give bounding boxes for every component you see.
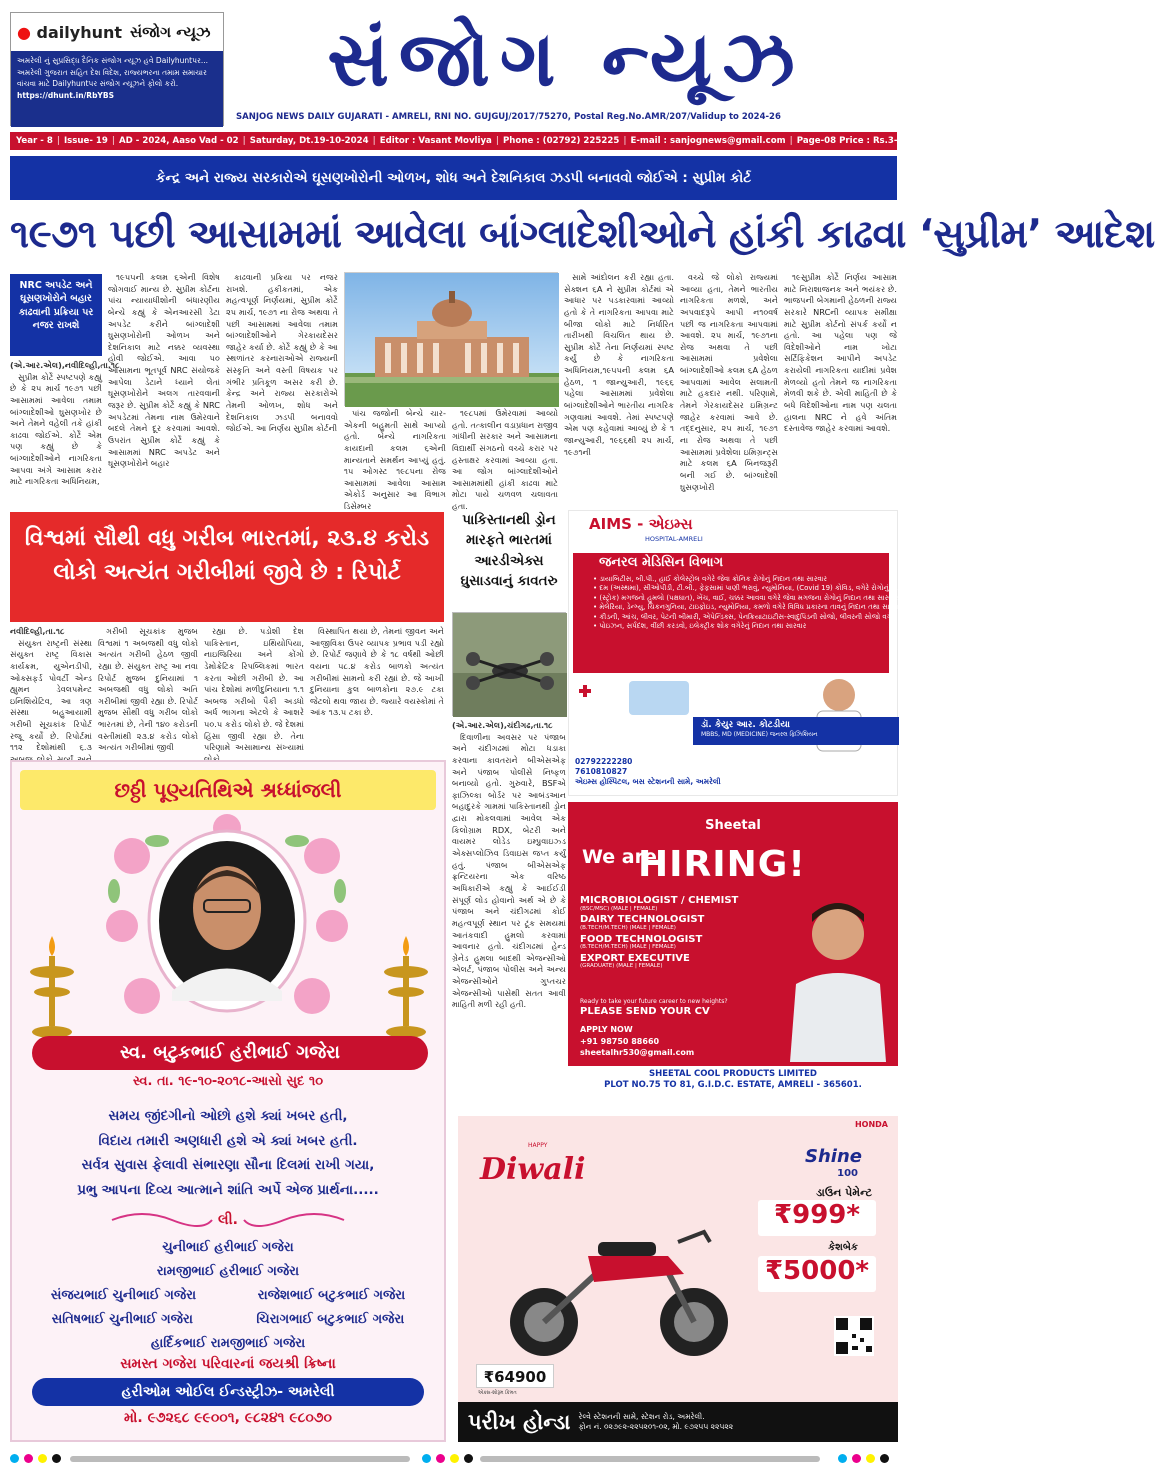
aims-contact (575, 757, 721, 786)
flower-wreath-icon (102, 816, 352, 1026)
sheetal-send-cv: PLEASE SEND YOUR CV (580, 1006, 710, 1017)
newspaper-title: સંજોગ ન્યૂઝ (327, 14, 805, 103)
poverty-dateline: નવીદિલ્હી,તા.૧૮ (10, 626, 65, 636)
sheetal-brand: Sheetal (705, 818, 761, 833)
family-name: હાર્દિકભાઈ રામજીભાઈ ગજેરા (150, 1336, 306, 1352)
info-date: Saturday, Dt.19-10-2024 (249, 136, 369, 146)
lead-column-2 (108, 272, 220, 500)
drone-dateline: (એ.આર.એલ),ચંદીગઢ,તા.૧૮ (452, 720, 553, 730)
honda-dealer-bar (458, 1402, 898, 1442)
aims-department: જનરલ મેડિસિન વિભાગ (573, 553, 889, 573)
aims-doctor-name: ડૉ. કેયુર આર. કોટડીયા (693, 717, 899, 745)
obituary-date: સ્વ. તા. ૧૯-૧૦-૨૦૧૮-આસો સુદ ૧૦ (132, 1074, 324, 1089)
lead-paragraph: વચ્ચે જે લોકો રાજ્યમાં આવ્યા હતા, તેમને ભારતીય નાગરિકતા મળશે, અને અપવાદરૂપે આપી ન૧૦વર્ષ પછી જ નાગરિકતા આપવામાં આવશે. ૨૫ માર્ચ, ૧૯૭૧ના રોજ અથવા તે પછી આસામમાં પ્રવેશેલા બાંગ્લાદેશીઓ કલમ ૬A હેઠળ આપવામાં આવેલ સલામતી માટે હકદાર નથી. પરિણામે, તેમને ગેરકાયદેસર ઇમિગ્રન્ટ જાહેર કરવામાં આવે છે. તદ્દનુસાર, ૨૫ માર્ચ, ૧૯૭૧ ના રોજ અથવા તે પછી આસામમાં પ્રવેશેલા ઇમિગ્રન્ટ્સ માટે કલમ ૬A બિનજરૂરી બની ગઈ છે. બાંગ્લાદેશી ઘુસણખોરી (680, 272, 778, 492)
grey-bar (70, 1456, 410, 1462)
info-era: AD - 2024, Aaso Vad - 02 (119, 136, 239, 146)
sheetal-we-are: We are (582, 846, 657, 868)
poverty-headline: વિશ્વમાં સૌથી વધુ ગરીબ ભારતમાં, ૨૩.૪ કરોડ લોકો અત્યંત ગરીબીમાં જીવે છે : રિપોર્ટ (10, 512, 444, 622)
drone-headline: પાકિસ્તાનથી ડ્રોન મારફતે ભારતમાં આરડીએક્સ ઘુસાડવાનું કાવતરુ (460, 512, 558, 589)
obituary-title: છઠ્ઠી પૂણ્યતિથિએ શ્રધ્ધાંજલી (20, 770, 436, 810)
dailyhunt-url[interactable]: https://dhunt.in/RbYBS (17, 90, 114, 100)
sheetal-apply (580, 1024, 694, 1059)
print-registration-bar (0, 1448, 907, 1468)
obituary-li: લી. (218, 1212, 238, 1228)
supreme-court-photo (344, 272, 558, 406)
down-payment-label: ડાઉન પેમેન્ટ (816, 1186, 872, 1199)
aims-doctor-credentials: MBBS, MD (MEDICINE) જનરલ ફિઝિશિયન (701, 731, 818, 738)
magenta-dot-icon (436, 1454, 445, 1463)
lead-column-4 (344, 408, 446, 512)
obituary-poem (12, 1104, 444, 1202)
lead-paragraph: કાઢવાની પ્રક્રિયા પર નજર રાખશે. હકીકતમાં, એક મહત્વપૂર્ણ નિર્ણયમાં, સુપ્રીમ કોર્ટે ૨૫ માર્ચ, ૧૯૭૧ ના રોજ અથવા તે પછી આસામમાં આવેલા તમામ બાંગ્લાદેશીઓને ગેરકાયદેસર જાહેર કર્યા છે. કોર્ટે કહ્યું છે કે આ સ્થળાંતર કરનારાઓએ રાજ્યની સંસ્કૃતિ અને વસ્તી વિષયક પર ગંભીર પ્રતિકૂળ અસર કરી છે. કેન્દ્ર અને રાજ્ય સરકારોએ તેમની ઓળખ, શોધ અને દેશનિકાલ ઝડપી બનાવવો જોઈએ. આ નિર્ણય સુપ્રીમ કોર્ટની (226, 272, 338, 434)
sheetal-hiring-title: HIRING! (638, 844, 806, 885)
info-year: Year - 8 (16, 136, 53, 146)
aims-service-item: • કીડની, આંચ, લીવર, પેટની બીમારી, એપેન્ડિક્સ, પેનક્રિયાટાઇટીસ-સ્વાદુપિંડની સોજો, લીવરની સોજો વગેરે જેવા પેટના રોગોનું નિદાન તથા સારવાર (593, 612, 1005, 621)
cashback-value: ₹5000* (758, 1256, 876, 1292)
registration-line: SANJOG NEWS DAILY GUJARATI - AMRELI, RNI NO. GUJGUJ/2017/75270, Postal Reg.No.AMR/207/Validup to 2024-26 (236, 112, 781, 122)
honda-diwali-text: Diwali (480, 1152, 586, 1187)
aims-phone-2[interactable]: 7610810827 (575, 766, 628, 776)
dailyhunt-brand-title: સંજોગ ન્યૂઝ (130, 23, 211, 41)
dailyhunt-promo-box (10, 12, 224, 126)
job-sub: (BSC/MSC) (MALE | FEMALE) (580, 905, 658, 912)
honda-happy-text: HAPPY (528, 1142, 548, 1149)
sheetal-model-photo (782, 892, 894, 1062)
diya-lamp-icon (22, 932, 82, 1042)
lead-paragraph: ૧૯સુપ્રીમ કોર્ટે નિર્ણય આસામ માટે નિરાશાજનક અને ભયંકર છે. ભાજપની બેગમાની હેઠળની રાજ્ય સરકારે NRCની વ્યાપક સમીક્ષા માટે સુપ્રીમ કોર્ટનો સંપર્ક કર્યો ન હતો. આ પહેલા પણ જે વિદેશીઓને નામ ખોટા સર્ટિફિકેશન આપીને અપડેટ કરાયેલી નાગરિકતા યાદીમાં પ્રવેશ મેળવ્યો હતો તેમને જ નાગરિકતા મેળવી શકે છે. એવી માહિતી છે કે બધે વિદેશીઓના નામ પણ ચલતા હાલના NRC ને હવે અંતિમ દસ્તાવેજ જાહેર કરવામાં આવશે. (784, 272, 897, 434)
lead-paragraph: સામે આંદોલન કરી રહ્યા હતા. સેક્શન ૬A ને સુપ્રીમ કોર્ટમાં એ આધાર પર પડકારવામાં આવ્યો હતો કે તે નાગરિકતા આપવા માટે બીજા લોકો માટે નિર્ધારિત તારીખથી વિચલિત થાય છે. સુપ્રીમ કોર્ટે તેના નિર્ણયમાં સ્પષ્ટ કર્યું છે કે નાગરિકતા અધિનિયમ,૧૯૫૫ની કલમ ૬A હેઠળ, ૧ જાન્યુઆરી, ૧૯૬૬ પહેલા આસામમાં પ્રવેશેલા બાંગ્લાદેશીઓને ભારતીય નાગરિક ગણવામાં આવશે. તેમાં સ્પષ્ટપણે એમ પણ કહેવામાં આવ્યું છે કે ૧ જાન્યુઆરી, ૧૯૬૬થી ૨૫ માર્ચ, ૧૯૭૧ની (564, 272, 674, 457)
aims-service-item: • દમ (અસ્થમા), સીઓપીડી, ટી.બી., ફેફસામાં પાણી ભરાવું, ન્યુમોનિયા, (Covid 19) કોવિડ, વગેરે રોગોનું નિદાન તથા સારવાર (593, 584, 946, 593)
cyan-dot-icon (10, 1454, 19, 1463)
dailyhunt-logo: ● dailyhunt (17, 22, 123, 42)
family-name: રામજીભાઈ હરીભાઈ ગજેરા (156, 1264, 300, 1280)
lead-column-5 (452, 408, 558, 512)
black-dot-icon (464, 1454, 473, 1463)
family-name: સતિષભાઈ ચુનીભાઈ ગજેરા (51, 1312, 193, 1328)
sheetal-hiring-ad[interactable] (568, 802, 898, 1100)
sheetal-company-name: SHEETAL COOL PRODUCTS LIMITED (649, 1069, 817, 1079)
lead-column-6 (564, 272, 674, 500)
lead-side-box: NRC અપડેટ અને ઘૂસણખોરોને બહાર કાઢવાની પ્રક્રિયા પર નજર રાખશે (10, 274, 102, 356)
cashback-label: કેશબેક (828, 1242, 858, 1253)
poverty-column-2 (98, 626, 198, 756)
poverty-paragraph: સંયુક્ત રાષ્ટ્રની સંસ્થા સંયુક્ત રાષ્ટ્ર વિકાસ કાર્યક્રમ, યુએનડીપી, ઓક્સફર્ડ પોવર્ટી એન્ડ હ્યુમન ડેવલપમેન્ટ ઇનિશિયેટિવ, આ ત્રણ સંસ્થા બહુઆયામી ગરીબી સૂચકાંક રિપોર્ટ રજૂ કર્યો છે. રિપોર્ટમાં ૧૧૨ દેશોમાંથી ૬.૩ (10, 637, 92, 753)
lead-column-8 (784, 272, 897, 500)
yellow-dot-icon (450, 1454, 459, 1463)
job-title: DAIRY TECHNOLOGIST (580, 914, 705, 926)
drone-story-text (452, 720, 566, 1098)
diya-lamp-icon (376, 932, 436, 1042)
honda-model: Shine (805, 1146, 862, 1167)
poem-line: સર્વત્ર સુવાસ ફેલાવી સંભારણા સૌના દિલમાં રાખી ગયા, (81, 1157, 375, 1174)
lead-dateline: (એ.આર.એલ),નવીદિલ્હી,તા.૧૮ (10, 360, 120, 370)
motorcycle-icon (498, 1212, 738, 1362)
magenta-dot-icon (24, 1454, 33, 1463)
cyan-dot-icon (838, 1454, 847, 1463)
sheetal-email[interactable]: sheetalhr530@gmail.com (580, 1048, 695, 1058)
honda-shine-ad[interactable] (458, 1116, 898, 1442)
aims-subtitle: HOSPITAL-AMRELI (645, 535, 703, 543)
poverty-paragraph: વિસ્થાપિત થયા છે, તેમનાં જીવન અને આજીવિકા ઉપર વ્યાપક પ્રભાવ પડી રહ્યો છે. રિપોર્ટ જણાવે છે કે ૧૮ વર્ષથી ઓછી વયના ૫૮.૪ કરોડ બાળકો અત્યંત ગરીબીમાં સામનો કરી રહ્યાં છે. જે આખી દુનિયાના કુલ બાળકોના ૨૭.૯ ટકા જેટલો થવા જાય છે. જ્યારે વયસ્કોમાં તે આંક ૧૩.૫ ટકા છે. (310, 626, 444, 718)
obituary-name: સ્વ. બટુકભાઈ હરીભાઈ ગજેરા (32, 1036, 428, 1070)
job-sub: (B.TECH/M.TECH) (MALE | FEMALE) (580, 924, 676, 931)
aims-services-list (573, 573, 1005, 673)
sheetal-company-address: PLOT NO.75 TO 81, G.I.D.C. ESTATE, AMRELI - 365601. (604, 1080, 862, 1091)
honda-logo: HONDA (854, 1120, 888, 1129)
obituary-company: હરીઓમ ઓઈલ ઈન્ડસ્ટ્રીઝ- અમરેલી (32, 1378, 424, 1406)
obituary-ad (10, 760, 446, 1442)
honda-price: ₹64900 (476, 1364, 554, 1388)
cyan-dot-icon (422, 1454, 431, 1463)
aims-address: એઇમ્સ હોસ્પિટલ, બસ સ્ટેશનની સામે, અમરેલી (575, 776, 721, 786)
info-email: E-mail : sanjognews@gmail.com (630, 136, 786, 146)
yellow-dot-icon (866, 1454, 875, 1463)
poem-line: સમય જીંદગીનો ઓછો હશે ક્યાં ખબર હતી, (108, 1108, 348, 1124)
info-page-price: Page-08 Price : Rs.3-00 (796, 136, 910, 146)
job-sub: (B.TECH/M.TECH) (MALE | FEMALE) (580, 944, 676, 951)
lead-paragraph: ૧૯૮૫માં ઉમેરવામાં આવ્યો હતો. તત્કાલીન વડાપ્રધાન રાજીવ ગાંધીની સરકાર અને આસામના વિદ્યાર્થી સંગઠનો વચ્ચે કરાર પર હસ્તાક્ષર કરવામાં આવ્યા હતા. આ જોગ બાંગ્લાદેશીઓને આસામમાંથી હાંકી કાઢવા માટે મોટા પાયે ચળવળ ચલાવતા હતા. (452, 408, 558, 512)
sheetal-jobs-list (580, 896, 780, 973)
poem-line: પ્રભુ આપના દિવ્ય આત્માને શાંતિ અર્પે એજ પ્રાર્થના..... (77, 1181, 379, 1198)
job-title: EXPORT EXECUTIVE (580, 952, 690, 964)
yellow-dot-icon (38, 1454, 47, 1463)
drone-photo (452, 612, 566, 716)
job-sub: (GRADUATE) (MALE | FEMALE) (580, 963, 663, 970)
family-name: ચિરાગભાઈ બટુકભાઈ ગજેરા (256, 1312, 405, 1328)
family-name: ચુનીભાઈ હરીભાઈ ગજેરા (162, 1240, 294, 1255)
aims-service-item: • મેલેરિયા, ડેન્ગ્યુ, ચિકનગુનિયા, ટાઇફોઇડ, ન્યુમોનિયા, કમળો વગેરે વિવિધ પ્રકારના તાવનું નિદાન તથા સારવાર (593, 603, 903, 612)
job-title: FOOD TECHNOLOGIST (580, 933, 703, 945)
family-name: રાજેશભાઈ બટુકભાઈ ગજેરા (257, 1288, 406, 1304)
lead-column-7 (680, 272, 778, 500)
grey-bar (480, 1456, 820, 1462)
qr-code-icon[interactable] (834, 1316, 874, 1356)
aims-phone-1[interactable]: 02792222280 (575, 757, 633, 766)
honda-model-variant: 100 (837, 1168, 858, 1179)
poverty-column-3 (204, 626, 304, 756)
aims-service-item: • ડાયાબિટીસ, બી.પી., હાઈ કોલેસ્ટ્રોલ વગેરે જેવા ક્રોનિક રોગોનું નિદાન તથા સારવાર (593, 575, 828, 583)
down-payment-value: ₹999* (758, 1200, 876, 1236)
lead-column-3 (226, 272, 338, 500)
sheetal-phone[interactable]: +91 98750 88660 (580, 1036, 660, 1046)
lead-column-1 (10, 360, 120, 500)
poverty-column-4 (310, 626, 444, 756)
issue-info-bar: Year - 8 | Issue- 19 | AD - 2024, Aaso Vad - 02 | Saturday, Dt.19-10-2024 | Editor : Vasant Movliya | Phone : (02792) 225225 | E-mail : sanjognews@gmail.com | Page-08 Price : Rs.3-00 (10, 132, 897, 150)
sheetal-apply-now: APPLY NOW (580, 1025, 633, 1034)
info-editor: Editor : Vasant Movliya (379, 136, 492, 146)
black-dot-icon (880, 1454, 889, 1463)
drone-paragraph: દિવાળીના અવસર પર પંજાબ અને ચંદીગઢમાં મોટા ધડાકા કરવાના કાવતરાને બીએસએફ અને પંજાબ પોલીસે નિષ્ફળ બનાવ્યો હતો. ગુરુવારે, BSFએ ફાઝિલ્કા બોર્ડર પર આબંડઆન બહાદુરકે ગામમાં પાકિસ્તાનથી ડ્રોન દ્વારા મોકલવામાં આવેલ એક કિલોગ્રામ RDX, બેટરી અને વાયમર લોડેડ ઇમ્પ્રુવાઇઝ્ડ એક્સપ્લોઝિવ ડિવાઇસ જપ્ત કર્યું હતું. પંજાબ બીએસએફ ફ્રન્ટિયરના એક વરિષ્ઠ અધિકારીએ કહ્યું કે આઈઈડી સંપૂર્ણ લોડ હોવાનો અર્થ એ છે કે પંજાબ અને ચંદીગઢમાં કોઈ મહત્વપૂર્ણ સ્થાન પર ટૂંક સમયમાં આતંકવાદી હુમલો કરવામાં આવનાર હતો. ચંદીગઢમાં હેન્ડ ગ્રેનેડ હુમલા બાદથી એજન્સીઓ એલર્ટ, પંજાબ પોલીસ અને અન્ય એજન્સીઓને ગુપ્તચર એજન્સીઓ પાસેથી સતત આવી માહિતી મળી રહી હતી. (452, 731, 566, 1010)
lead-headline: ૧૯૭૧ પછી આસામમાં આવેલા બાંગ્લાદેશીઓને હાંકી કાઢવા ‘સુપ્રીમ’ આદેશ (10, 212, 1155, 257)
dailyhunt-note: અમરેલી નું સુપ્રસિદ્ધ દૈનિક સંજોગ ન્યૂઝ હવે Dailyhuntપર... અમરેલી ગુજરાત સહિત દેશ વિદેશ, રાજ્યભરના તમામ સમાચાર વાંચવા માટે Dailyhuntપર સંજોગ ન્યૂઝને ફોલો કરો. https://dhunt.in/RbYBS (11, 51, 223, 127)
sheetal-company (568, 1066, 898, 1100)
black-dot-icon (52, 1454, 61, 1463)
aims-logo: AIMS - એઇમ્સ (589, 515, 693, 533)
obituary-family-names (12, 1236, 444, 1356)
aims-service-item: • પોઇઝન, સર્પદંશ, વીંછી કરડવો, ઇલેક્ટ્રીક શોક વગેરેનું નિદાન તથા સારવાર (593, 622, 807, 631)
dealer-address: રેલ્વે સ્ટેશનની સામે, સ્ટેશન રોડ, અમરેલી. ફોન નં. ૦૨૭૯૨-૨૨૫૨૦૧-૦૨, મો. ૯૭૨૫૫ ૨૨૫૨૨ (578, 1411, 734, 1431)
family-name: સંજયભાઈ ચુનીભાઈ ગજેરા (50, 1288, 197, 1304)
poverty-paragraph: ગરીબી સૂચકાંક મુજબ વિશ્વમાં ૧ અબજથી વધુ લોકો અત્યંત ગરીબી હેઠળ જીવી રહ્યા છે. સંયુક્ત રાષ્ટ્ર આ નવા રિપોર્ટ મુજબ દુનિયામાં ૧ અબજથી વધુ લોકો અતિ ગરીબીમાં જીવી રહ્યા છે. રિપોર્ટ મુજબ સૌથી વધુ ગરીબ લોકો ભારતમાં છે, તેની ૧૪૦ કરોડની વસ્તીમાંથી ૨૩.૪ કરોડ લોકો અત્યંત ગરીબીમાં જીવી (98, 626, 198, 753)
sheetal-ready-text: Ready to take your future career to new heights? (580, 998, 728, 1005)
poverty-column-1 (10, 626, 92, 756)
info-issue: Issue- 19 (63, 136, 108, 146)
info-phone: Phone : (02792) 225225 (503, 136, 620, 146)
lead-paragraph: સુપ્રીમ કોર્ટે સ્પષ્ટપણે કહ્યું છે કે ૨૫ માર્ચ ૧૯૭૧ પછી આસામમાં આવેલા તમામ બાંગ્લાદેશીઓ ઘુસણખોર છે અને તેમને વહેલી તકે હાંકી કાઢવા જોઈએ. કોર્ટે એમ પણ કહ્યું છે કે બાંગ્લાદેશીઓને નાગરિકતા આપવા અંગે આસામ કરાર માટે નાગરિકતા અધિનિયમ, (10, 371, 102, 487)
lead-paragraph: ૧૯૫૫ની કલમ ૬એની વિશેષ જોગવાઈ માન્ય છે. સુપ્રીમ કોર્ટના પાંચ ન્યાયાધીશોની બંધારણીય બેન્ચે કહ્યું કે એનઆરસી ડેટા અપડેટ કરીને બાંગ્લાદેશી ઘુસણખોરોની ઓળખ અને દેશનિકાલ માટે નક્કર વ્યવસ્થા હોવી જોઈએ. આવા ૫૦ આસામના ભૂતપૂર્વ NRC સંયોજકે આપેલા ડેટાને ધ્યાને લેતાં ઘૂસણખોરોને અલગ તારવવાની જરૂર છે. સુપ્રીમ કોર્ટે કહ્યું કે NRC અપડેટમાં તેમના નામ ઉમેરવાને બદલે તેમને દૂર કરવામાં આવશે. ઉપરાંત સુપ્રીમ કોર્ટે કહ્યું કે આસામમાં NRC અપડેટ અને ઘૂસણખોરોને બહાર (108, 272, 220, 469)
lead-paragraph: પાંચ જજોની બેન્ચે ચાર-એકની બહુમતી સાથે આપ્યો હતો. બેન્ચે નાગરિકતા કાયદાની કલમ ૬એની માન્યતાને સમર્થન આપ્યું હતું. ૧૫ ઓગસ્ટ ૧૯૮૫ના રોજ આસામમાં આવેલા આસામ એકોર્ડ અનુસાર આ વિભાગ ડિસેમ્બર (344, 408, 446, 512)
poem-line: વિદાય તમારી અણધારી હશે એ ક્યાં ખબર હતી. (98, 1132, 358, 1149)
obituary-family-greeting: સમસ્ત ગજેરા પરિવારનાં જયશ્રી ક્રિષ્ના (120, 1356, 336, 1372)
aims-service-item: • (સ્ટ્રોક) મગજનો હુમલો (પક્ષઘાત), ખેંચ, વાઈ, ચક્કર આવવા વગેરે જેવા મગજના રોગોનું નિદાન તથા સારવાર (593, 593, 898, 602)
obituary-phone: મો. ૯૭૨૬૮ ૯૯૦૦૧, ૯૮૨૪૧ ૯૮૦૭૦ (124, 1410, 332, 1426)
lead-kicker: કેન્દ્ર અને રાજ્ય સરકારોએ ઘૂસણખોરોની ઓળખ, શોધ અને દેશનિકાલ ઝડપી બનાવવો જોઈએ : સુપ્રીમ કોર્ટ (10, 156, 897, 200)
dealer-name: પરીખ હોન્ડા (468, 1409, 571, 1434)
honda-price-note: એક્સ-શોરૂમ કિંમત (478, 1390, 517, 1396)
magenta-dot-icon (852, 1454, 861, 1463)
job-title: MICROBIOLOGIST / CHEMIST (580, 895, 739, 906)
poverty-paragraph: રહ્યા છે. પડોશી દેશ પાકિસ્તાન, ઇથિયોપિયા, નાઇજિરિયા અને કોંગો ડેમોક્રેટિક રિપબ્લિકમાં ભારત કરતા ઓછી ગરીબી છે. આ પાંચ દેશોમાં મળીદુનિયાના ૧.૧ અબજ ગરીબો પૈકી અડધો અર્ધ ભાગના એટલે કે આશરે ૫૦.૫ કરોડ લોકો છે. જે દેશમાં હિંસા જીવી રહ્યા છે. તેના પરિણામે અસામાન્ય સંખ્યામાં (204, 626, 304, 753)
aims-hospital-ad[interactable] (568, 510, 1005, 796)
